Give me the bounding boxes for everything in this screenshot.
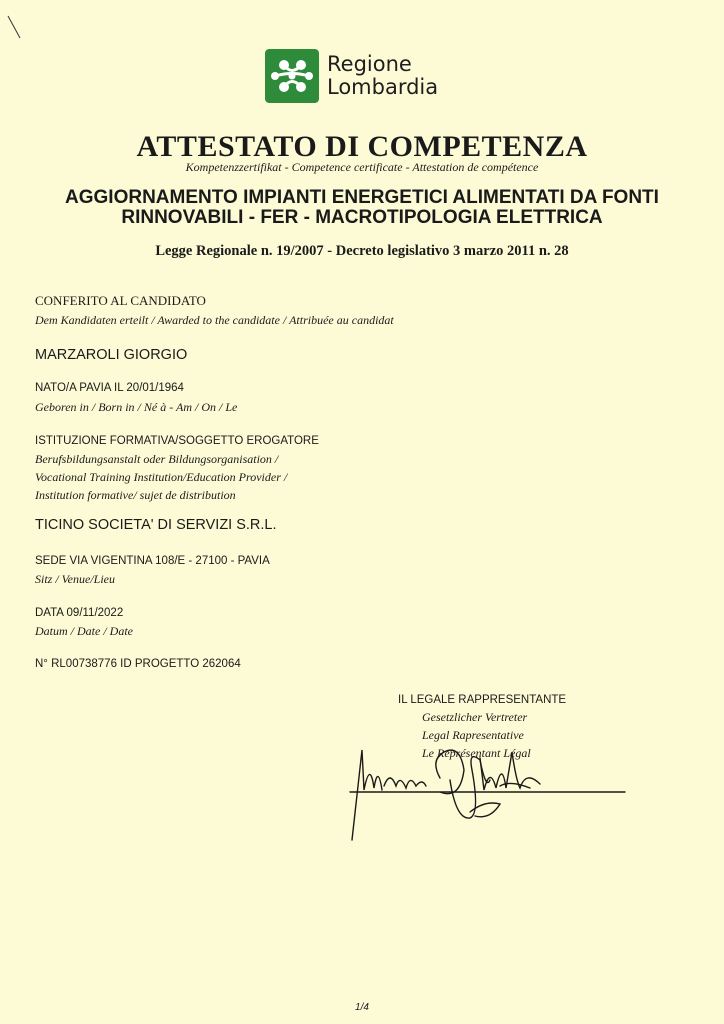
representative-translation: Gesetzlicher Vertreter	[422, 710, 528, 724]
date-label: DATA 09/11/2022	[35, 607, 124, 619]
course-title-line-1: AGGIORNAMENTO IMPIANTI ENERGETICI ALIMENTATI DA FONTI	[65, 187, 659, 208]
institution-name: TICINO SOCIETA' DI SERVIZI S.R.L.	[35, 517, 277, 533]
regione-lombardia-logo	[265, 49, 465, 105]
representative-label: IL LEGALE RAPPRESENTANTE	[398, 694, 567, 706]
course-title-line-2: RINNOVABILI - FER - MACROTIPOLOGIA ELETTRICA	[121, 207, 603, 228]
institution-translation	[35, 450, 287, 504]
institution-translation-line: Vocational Training Institution/Education Provider /	[35, 470, 288, 484]
course-title	[20, 188, 704, 228]
representative-translation: Legal Rapresentative	[422, 728, 524, 742]
law-reference: Legge Regionale n. 19/2007 - Decreto legislativo 3 marzo 2011 n. 28	[155, 243, 569, 259]
corner-pen-mark	[6, 12, 36, 42]
seat-translation: Sitz / Venue/Lieu	[35, 572, 115, 586]
reference-number: N° RL00738776 ID PROGETTO 262064	[35, 658, 241, 670]
certificate-title: ATTESTATO DI COMPETENZA	[136, 130, 588, 163]
logo-line-lombardia: Lombardia	[327, 75, 439, 99]
seat-label: SEDE VIA VIGENTINA 108/E - 27100 - PAVIA	[35, 555, 270, 567]
candidate-name: MARZAROLI GIORGIO	[35, 347, 188, 363]
birth-translation: Geboren in / Born in / Né à - Am / On / Le	[35, 400, 238, 414]
representative-translation: Le Représentant Légal	[422, 746, 531, 760]
conferred-translation: Dem Kandidaten erteilt / Awarded to the candidate / Attribuée au candidat	[35, 313, 394, 327]
institution-translation-line: Institution formative/ sujet de distribution	[35, 488, 236, 502]
institution-translation-line: Berufsbildungsanstalt oder Bildungsorganisation /	[35, 452, 279, 466]
handwritten-signature	[340, 730, 640, 850]
regione-lombardia-rosa-camuna-icon	[265, 49, 319, 103]
conferred-label: CONFERITO AL CANDIDATO	[35, 293, 206, 308]
birth-label: NATO/A PAVIA IL 20/01/1964	[35, 382, 184, 394]
institution-label: ISTITUZIONE FORMATIVA/SOGGETTO EROGATORE	[35, 435, 319, 447]
date-translation: Datum / Date / Date	[35, 624, 133, 638]
logo-line-regione: Regione	[327, 52, 412, 76]
logo-wordmark	[327, 53, 438, 99]
certificate-subtitle: Kompetenzzertifikat - Competence certificate - Attestation de compétence	[185, 160, 539, 174]
page-number: 1/4	[355, 1002, 369, 1013]
